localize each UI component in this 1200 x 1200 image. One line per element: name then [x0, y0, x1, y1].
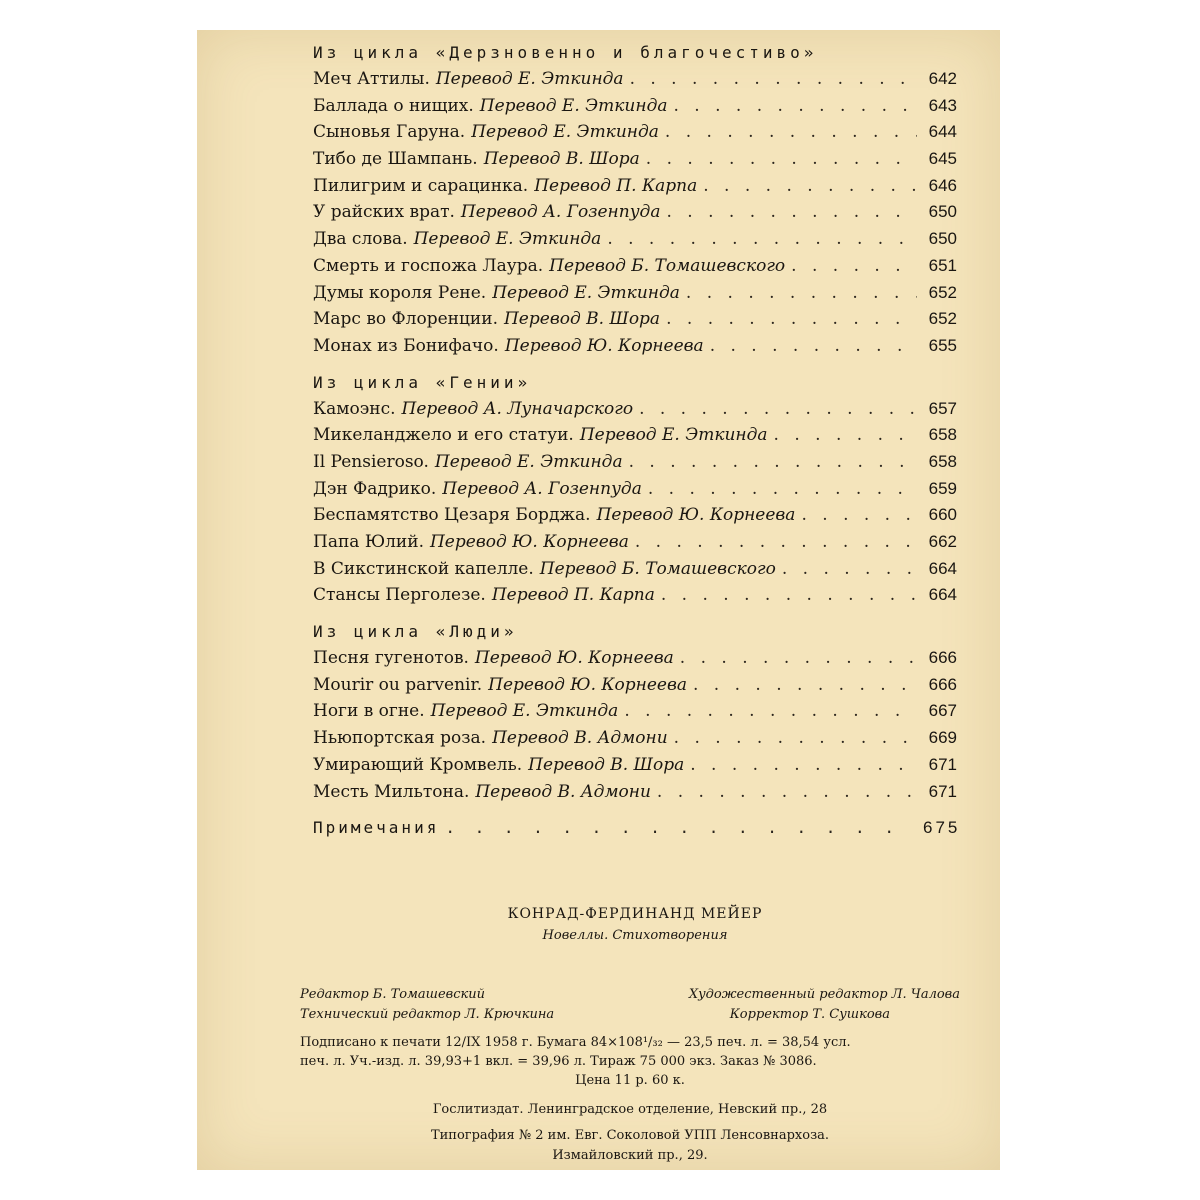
entry-title: Монах из Бонифачо. [313, 335, 499, 356]
print-info-line: Подписано к печати 12/IX 1958 г. Бумага 84×108¹/₃₂ — 23,5 печ. л. = 38,54 усл. [300, 1035, 851, 1050]
entry-title: Думы короля Рене. [313, 282, 487, 303]
entry-page: 646 [928, 175, 957, 195]
entry-translator: Перевод В. Шора [483, 149, 640, 170]
dot-leader [674, 93, 918, 120]
toc-list [313, 645, 957, 805]
entry-title: Беспамятство Цезаря Борджа. [313, 505, 591, 526]
publisher: Гослитиздат. Ленинградское отделение, Невский пр., 28 [432, 1102, 828, 1117]
entry-page: 655 [928, 335, 957, 355]
entry-translator: Перевод А. Гозенпуда [460, 202, 661, 223]
toc-entry [313, 119, 957, 146]
entry-translator: Перевод Е. Эткинда [413, 229, 602, 250]
toc-entry [313, 449, 957, 476]
entry-title: Сыновья Гаруна. [313, 122, 466, 143]
dot-leader [666, 306, 917, 333]
book-author: КОНРАД-ФЕРДИНАНД МЕЙЕР [507, 906, 763, 922]
dot-leader [680, 645, 917, 672]
entry-page: 650 [928, 229, 957, 249]
toc-entry [313, 333, 957, 360]
entry-title: Ньюпортская роза. [313, 728, 487, 749]
dot-leader [661, 582, 917, 609]
entry-translator: Перевод Ю. Корнеева [429, 532, 629, 552]
entry-page: 666 [928, 674, 957, 694]
entry-page: 667 [928, 701, 957, 721]
dot-leader [686, 280, 917, 307]
proofreader-credit: Корректор Т. Сушкова [729, 1007, 890, 1022]
book-subtitle: Новеллы. Стихотворения [542, 928, 728, 943]
toc-entry [313, 253, 957, 280]
dot-leader [665, 119, 917, 146]
entry-title: Дэн Фадрико. [313, 478, 437, 499]
entry-page: 664 [928, 585, 957, 605]
section-title: Из цикла «Люди» [313, 622, 518, 642]
art-editor-credit: Художественный редактор Л. Чалова [688, 987, 960, 1002]
entry-title: Стансы Перголезе. [313, 585, 486, 606]
notes-title: Примечания [313, 818, 440, 838]
notes-page: 675 [923, 818, 961, 838]
entry-title: Mourir ou parvenir. [313, 674, 483, 695]
entry-title: Камоэнс. [313, 398, 396, 419]
printer [300, 1126, 960, 1166]
entry-title: Папа Юлий. [313, 532, 424, 552]
toc-entry [313, 752, 957, 779]
dot-leader [445, 815, 917, 842]
toc-entry [313, 725, 957, 752]
dot-leader [703, 173, 917, 200]
toc-list [313, 66, 957, 360]
dot-leader [624, 698, 917, 725]
dot-leader [690, 752, 917, 779]
toc-entry [313, 146, 957, 173]
entry-page: 671 [928, 754, 957, 774]
entry-title: Il Pensieroso. [313, 451, 429, 472]
entry-title: Ноги в огне. [313, 701, 425, 722]
entry-page: 650 [928, 202, 957, 222]
dot-leader [607, 226, 917, 253]
entry-title: Два слова. [313, 229, 408, 250]
entry-title: Меч Аттилы. [313, 69, 430, 89]
dot-leader [630, 66, 917, 93]
toc-entry [313, 396, 957, 423]
entry-page: 645 [928, 149, 957, 169]
entry-title: Марс во Флоренции. [313, 309, 498, 330]
toc-entry [313, 173, 957, 200]
dot-leader [629, 449, 917, 476]
toc-entry [313, 93, 957, 120]
entry-translator: Перевод Е. Эткинда [492, 282, 680, 303]
entry-page: 642 [928, 69, 957, 88]
toc-entry [313, 66, 957, 93]
toc-entry [313, 672, 957, 699]
dot-leader [657, 779, 917, 806]
credit-line [300, 1005, 960, 1025]
toc-entry [313, 502, 957, 529]
entry-page: 671 [928, 781, 957, 801]
toc-entry [313, 422, 957, 449]
entry-title: Месть Мильтона. [313, 781, 470, 802]
entry-title: Микеланджело и его статуи. [313, 425, 574, 446]
printer-line: Измайловский пр., 29. [552, 1148, 708, 1163]
entry-translator: Перевод Ю. Корнеева [474, 648, 674, 669]
entry-translator: Перевод В. Адмони [475, 781, 651, 802]
dot-leader [791, 253, 917, 280]
printer-line: Типография № 2 им. Евг. Соколовой УПП Ленсовнархоза. [430, 1128, 830, 1143]
toc-entry [313, 645, 957, 672]
dot-leader [774, 422, 917, 449]
section-title: Из цикла «Дерзновенно и благочестиво» [313, 43, 818, 62]
entry-translator: Перевод Ю. Корнеева [596, 505, 796, 526]
entry-translator: Перевод П. Карпа [491, 585, 655, 606]
toc-entry [313, 199, 957, 226]
colophon [300, 903, 960, 1166]
entry-page: 664 [928, 558, 957, 578]
entry-translator: Перевод Е. Эткинда [434, 451, 623, 472]
toc-entry [313, 306, 957, 333]
entry-translator: Перевод П. Карпа [534, 175, 698, 196]
entry-translator: Перевод Е. Эткинда [430, 701, 619, 722]
entry-title: Песня гугенотов. [313, 648, 469, 669]
entry-page: 666 [928, 648, 957, 668]
entry-title: Пилигрим и сарацинка. [313, 175, 529, 196]
dot-leader [801, 502, 917, 529]
dot-leader [635, 529, 917, 556]
entry-title: Баллада о нищих. [313, 95, 474, 116]
entry-translator: Перевод В. Адмони [492, 728, 668, 749]
entry-page: 651 [928, 255, 957, 275]
toc-entry [313, 698, 957, 725]
print-info [300, 1033, 960, 1090]
entry-title: У райских врат. [313, 202, 455, 223]
dot-leader [782, 556, 917, 583]
entry-page: 652 [928, 309, 957, 329]
dot-leader [693, 672, 917, 699]
entry-translator: Перевод А. Луначарского [401, 398, 634, 419]
toc-entry [313, 556, 957, 583]
entry-page: 658 [928, 425, 957, 445]
toc-entry [313, 529, 957, 556]
credit-line [300, 985, 960, 1005]
entry-title: В Сикстинской капелле. [313, 558, 534, 579]
entry-page: 657 [928, 398, 957, 418]
entry-title: Смерть и госпожа Лаура. [313, 255, 544, 276]
toc-entry [313, 280, 957, 307]
entry-translator: Перевод Б. Томашевского [539, 558, 776, 579]
entry-translator: Перевод В. Шора [528, 754, 685, 775]
print-info-line: печ. л. Уч.-изд. л. 39,93+1 вкл. = 39,96 л. Тираж 75 000 экз. Заказ № 3086. [300, 1054, 817, 1069]
section-title: Из цикла «Гении» [313, 372, 532, 392]
credits [300, 985, 960, 1025]
dot-leader [710, 333, 917, 360]
dot-leader [666, 199, 917, 226]
tech-editor-credit: Технический редактор Л. Крючкина [300, 1007, 555, 1022]
dot-leader [639, 396, 917, 423]
dot-leader [648, 476, 917, 503]
entry-translator: Перевод Е. Эткинда [479, 95, 668, 116]
entry-translator: Перевод Ю. Корнеева [504, 335, 704, 356]
entry-translator: Перевод В. Шора [503, 309, 661, 330]
editor-credit: Редактор Б. Томашевский [300, 987, 486, 1002]
entry-page: 644 [928, 122, 957, 142]
dot-leader [674, 725, 917, 752]
entry-page: 643 [928, 95, 957, 115]
entry-page: 660 [928, 505, 957, 525]
entry-translator: Перевод Б. Томашевского [549, 255, 786, 276]
entry-page: 659 [928, 478, 957, 498]
entry-title: Тибо де Шампань. [313, 149, 478, 170]
entry-page: 658 [928, 451, 957, 471]
entry-title: Умирающий Кромвель. [313, 754, 523, 775]
toc-entry [313, 476, 957, 503]
table-of-contents [313, 40, 961, 842]
toc-entry [313, 779, 957, 806]
entry-translator: Перевод Е. Эткинда [471, 122, 659, 143]
dot-leader [646, 146, 917, 173]
entry-translator: Перевод Е. Эткинда [579, 425, 768, 446]
toc-entry [313, 226, 957, 253]
entry-translator: Перевод Ю. Корнеева [488, 674, 687, 695]
toc-entry [313, 582, 957, 609]
notes-entry [313, 815, 961, 842]
entry-translator: Перевод Е. Эткинда [435, 69, 624, 89]
toc-list [313, 396, 957, 610]
entry-page: 652 [928, 282, 957, 302]
entry-translator: Перевод А. Гозенпуда [442, 478, 642, 499]
entry-page: 662 [928, 532, 957, 551]
price: Цена 11 р. 60 к. [575, 1073, 685, 1088]
entry-page: 669 [928, 728, 957, 748]
